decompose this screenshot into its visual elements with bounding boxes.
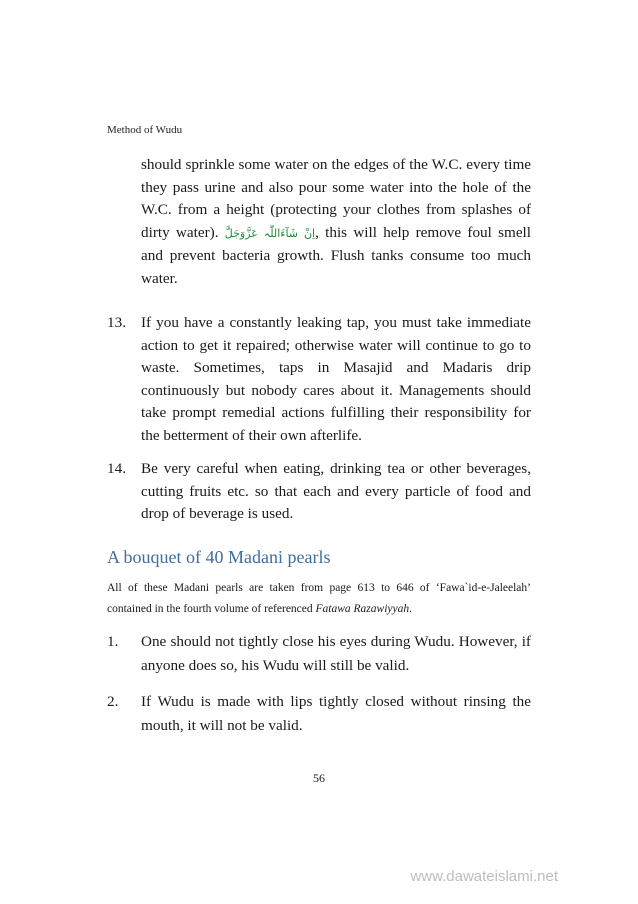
- page-number: 56: [313, 771, 325, 785]
- intro-text: All of these Madani pearls are taken from page 613 to 646 of ‘Fawa`id-e-Jaleelah’ contained in the fourth volume of referenced: [107, 582, 531, 615]
- site-watermark: www.dawateislami.net: [410, 868, 558, 885]
- pearl-text: If Wudu is made with lips tightly closed without rinsing the mouth, it will not be valid.: [141, 693, 531, 734]
- pearl-item-1: [107, 630, 531, 677]
- section-heading: A bouquet of 40 Madani pearls: [107, 547, 331, 567]
- section-intro: [107, 578, 531, 620]
- continuation-text-before: should sprinkle some water on the edges of the W.C. every time they pass urine and also pour some water into the hole of the W.C. from a height (protecting your clothes from splashes of dirty water).: [141, 156, 531, 241]
- running-header: Method of Wudu: [107, 124, 183, 136]
- arabic-phrase: اِنْ شَآءَاللّٰہ عَزَّوَجَلَّ: [224, 226, 316, 240]
- pearl-text: One should not tightly close his eyes during Wudu. However, if anyone does so, his Wudu will still be valid.: [141, 633, 531, 674]
- list-item-text: If you have a constantly leaking tap, you must take immediate action to get it repaired; otherwise water will continue to go to waste. Sometimes, taps in Masajid and Madaris drip continuously but nobody cares about it. Managements should take prompt remedial actions fulfilling their responsibility for the betterment of their own afterlife.: [141, 314, 531, 444]
- pearl-number: 1.: [107, 633, 119, 650]
- list-item-number: 14.: [107, 460, 126, 477]
- list-item-14: [107, 458, 531, 526]
- list-item-text: Be very careful when eating, drinking tea or other beverages, cutting fruits etc. so that each and every particle of food and drop of beverage is used.: [141, 460, 531, 523]
- intro-book-title: Fatawa Razawiyyah: [315, 603, 410, 615]
- list-item-13: [107, 312, 531, 448]
- intro-text-end: .: [409, 603, 412, 615]
- continuation-text-after: , this will help remove foul smell and prevent bacteria growth. Flush tanks consume too much water.: [141, 223, 531, 287]
- pearl-number: 2.: [107, 693, 119, 710]
- continuation-paragraph: [141, 154, 531, 291]
- list-item-number: 13.: [107, 314, 126, 331]
- pearl-item-2: [107, 690, 531, 737]
